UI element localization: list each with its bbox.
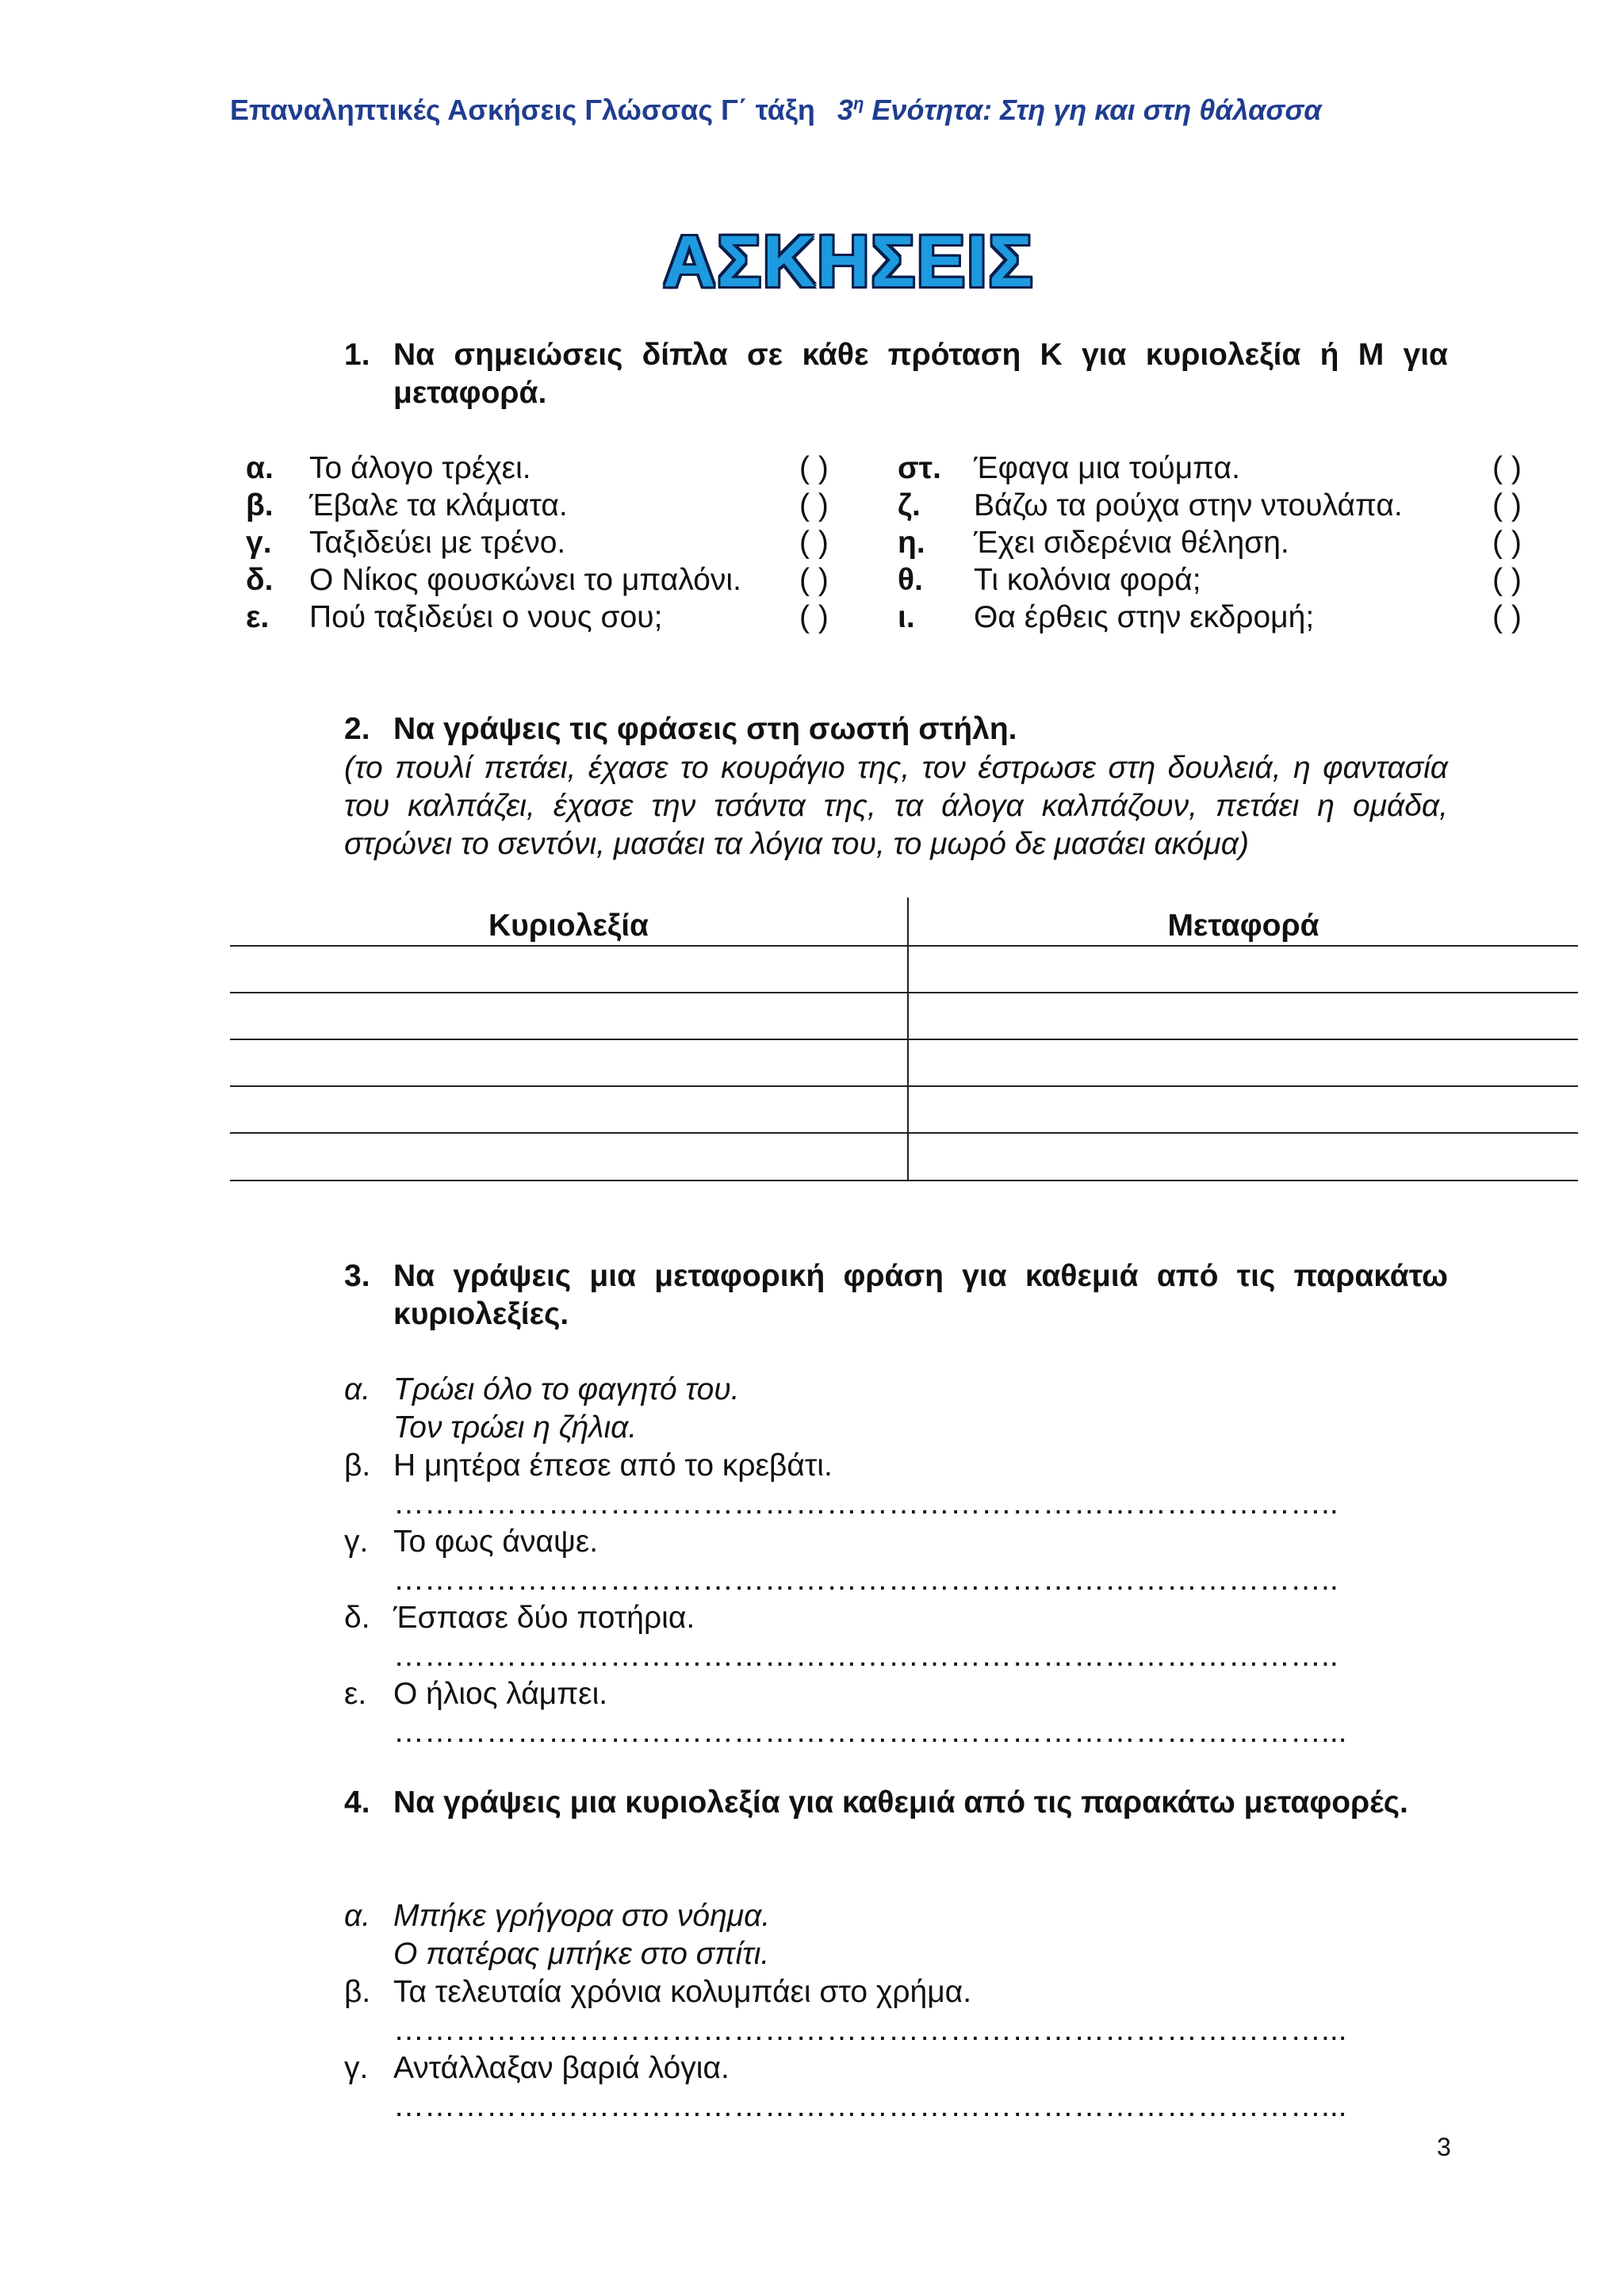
header-unit [837, 94, 1322, 126]
q2-answer-table [230, 897, 1578, 1183]
q3-item-label: α. [344, 1372, 371, 1406]
q1-answer-paren[interactable]: ( ) [799, 563, 829, 597]
table-row-line[interactable] [230, 992, 1578, 993]
q4-item-text: Τα τελευταία χρόνια κολυμπάει στο χρήμα. [393, 1975, 972, 2009]
page-title: ΑΣΚΗΣΕΙΣ [663, 221, 1034, 302]
table-row-line [230, 945, 1578, 947]
q1-item-text: Έχει σιδερένια θέληση. [974, 526, 1289, 560]
q1-item-text: Έφαγα μια τούμπα. [974, 451, 1240, 485]
q1-row [246, 561, 1594, 599]
q1-row [246, 524, 1594, 561]
q4-example-metaphor: Μπήκε γρήγορα στο νόημα. [393, 1899, 771, 1933]
q3-answer-line[interactable]: ……………………………………………………………………………….. [393, 1639, 1339, 1673]
q4-prompt [344, 1784, 1448, 1822]
q3-item-label: β. [344, 1448, 371, 1483]
q1-answer-paren[interactable]: ( ) [799, 526, 829, 560]
table-row-line[interactable] [230, 1039, 1578, 1040]
q1-item-text: Τι κολόνια φορά; [974, 563, 1201, 597]
q1-item-label: δ. [246, 563, 274, 597]
q4-item [344, 2049, 1454, 2126]
q3-example-metaphor: Τον τρώει η ζήλια. [393, 1410, 638, 1445]
q1-item-text: Ο Νίκος φουσκώνει το μπαλόνι. [309, 563, 741, 597]
q2-col-header-literal: Κυριολεξία [488, 909, 649, 943]
q1-answer-paren[interactable]: ( ) [799, 488, 829, 522]
q3-item [344, 1447, 1454, 1523]
q4-items [344, 1897, 1454, 2126]
q1-row [246, 487, 1594, 524]
q2-number: 2. [344, 712, 370, 746]
q4-example-literal: Ο πατέρας μπήκε στο σπίτι. [393, 1937, 770, 1971]
q4-item-label: γ. [344, 2051, 369, 2085]
q1-answer-paren[interactable]: ( ) [1492, 563, 1522, 597]
q3-item-text: Το φως άναψε. [393, 1525, 599, 1559]
table-row-line[interactable] [230, 1132, 1578, 1134]
page-header [230, 94, 1322, 127]
header-unit-sup: η [852, 94, 864, 113]
q1-item-label: ε. [246, 600, 270, 634]
q1-number: 1. [344, 338, 370, 372]
q1-item-label: α. [246, 451, 274, 485]
q4-number: 4. [344, 1785, 370, 1820]
q1-item-text: Έβαλε τα κλάματα. [309, 488, 568, 522]
q3-item-label: ε. [344, 1677, 367, 1711]
q3-example [344, 1371, 1454, 1447]
q1-item-label: β. [246, 488, 274, 522]
page-number: 3 [1437, 2133, 1451, 2161]
q1-item-text: Θα έρθεις στην εκδρομή; [974, 600, 1315, 634]
q4-item [344, 1973, 1454, 2049]
q4-item-label: β. [344, 1975, 371, 2009]
q2-prompt-text: Να γράψεις τις φράσεις στη σωστή στήλη. [393, 712, 1017, 746]
q3-prompt-text: Να γράψεις μια μεταφορική φράση για καθεμιά από τις παρακάτω κυριολεξίες. [393, 1259, 1448, 1331]
q1-item-label: η. [898, 526, 925, 560]
q3-answer-line[interactable]: ………………………………………………………………………………... [393, 1715, 1347, 1749]
q3-item [344, 1523, 1454, 1599]
q1-item-label: θ. [898, 563, 923, 597]
q3-answer-line[interactable]: ……………………………………………………………………………….. [393, 1487, 1339, 1521]
q2-phrase-list: (το πουλί πετάει, έχασε το κουράγιο της, τον έστρωσε στη δουλειά, η φαντασία του καλπάζει, έχασε την τσάντα της, τα άλογα καλπάζουν, πετάει η ομάδα, στρώνει το σεντόνι, μασάει τα λόγια του, το μωρό δε μασάει ακόμα) [344, 751, 1448, 861]
q1-answer-paren[interactable]: ( ) [1492, 526, 1522, 560]
q3-item [344, 1599, 1454, 1675]
q4-item-text: Αντάλλαξαν βαριά λόγια. [393, 2051, 730, 2085]
q1-item-text: Βάζω τα ρούχα στην ντουλάπα. [974, 488, 1403, 522]
q2-prompt [344, 710, 1448, 748]
q1-item-text: Πού ταξιδεύει ο νους σου; [309, 600, 663, 634]
q1-items [246, 450, 1594, 640]
q1-item-label: στ. [898, 451, 941, 485]
q3-prompt [344, 1257, 1448, 1334]
q3-item-text: Η μητέρα έπεσε από το κρεβάτι. [393, 1448, 833, 1483]
q3-item-label: δ. [344, 1601, 370, 1635]
q3-item-label: γ. [344, 1525, 369, 1559]
q4-prompt-text: Να γράψεις μια κυριολεξία για καθεμιά από τις παρακάτω μεταφορές. [393, 1785, 1408, 1820]
q1-item-label: γ. [246, 526, 272, 560]
q1-item-label: ι. [898, 600, 915, 634]
q2-col-header-metaphor: Μεταφορά [1167, 909, 1320, 943]
table-row-line[interactable] [230, 1180, 1578, 1181]
q1-item-text: Το άλογο τρέχει. [309, 451, 531, 485]
q4-answer-line[interactable]: ………………………………………………………………………………... [393, 2013, 1347, 2047]
q1-prompt [344, 336, 1448, 412]
header-unit-number: 3 [837, 94, 853, 126]
q3-number: 3. [344, 1259, 370, 1293]
header-unit-title: Ενότητα: Στη γη και στη θάλασσα [864, 94, 1322, 126]
q1-row [246, 450, 1594, 487]
q4-answer-line[interactable]: ………………………………………………………………………………... [393, 2089, 1347, 2123]
q3-item-text: Ο ήλιος λάμπει. [393, 1677, 608, 1711]
q1-item-text: Ταξιδεύει με τρένο. [309, 526, 566, 560]
q1-answer-paren[interactable]: ( ) [1492, 488, 1522, 522]
q1-answer-paren[interactable]: ( ) [799, 600, 829, 634]
q1-prompt-text: Να σημειώσεις δίπλα σε κάθε πρόταση Κ για κυριολεξία ή Μ για μεταφορά. [393, 338, 1448, 410]
q4-item-label: α. [344, 1899, 371, 1933]
q3-items [344, 1371, 1454, 1751]
q1-answer-paren[interactable]: ( ) [799, 451, 829, 485]
q3-example-literal: Τρώει όλο το φαγητό του. [393, 1372, 740, 1406]
q1-answer-paren[interactable]: ( ) [1492, 451, 1522, 485]
header-left: Επαναληπτικές Ασκήσεις Γλώσσας Γ΄ τάξη [230, 94, 815, 126]
q1-row [246, 599, 1594, 636]
q3-item [344, 1675, 1454, 1751]
q1-answer-paren[interactable]: ( ) [1492, 600, 1522, 634]
q1-item-label: ζ. [898, 488, 921, 522]
q3-answer-line[interactable]: ……………………………………………………………………………….. [393, 1563, 1339, 1597]
q3-item-text: Έσπασε δύο ποτήρια. [393, 1601, 695, 1635]
q4-example [344, 1897, 1454, 1973]
table-row-line[interactable] [230, 1085, 1578, 1087]
